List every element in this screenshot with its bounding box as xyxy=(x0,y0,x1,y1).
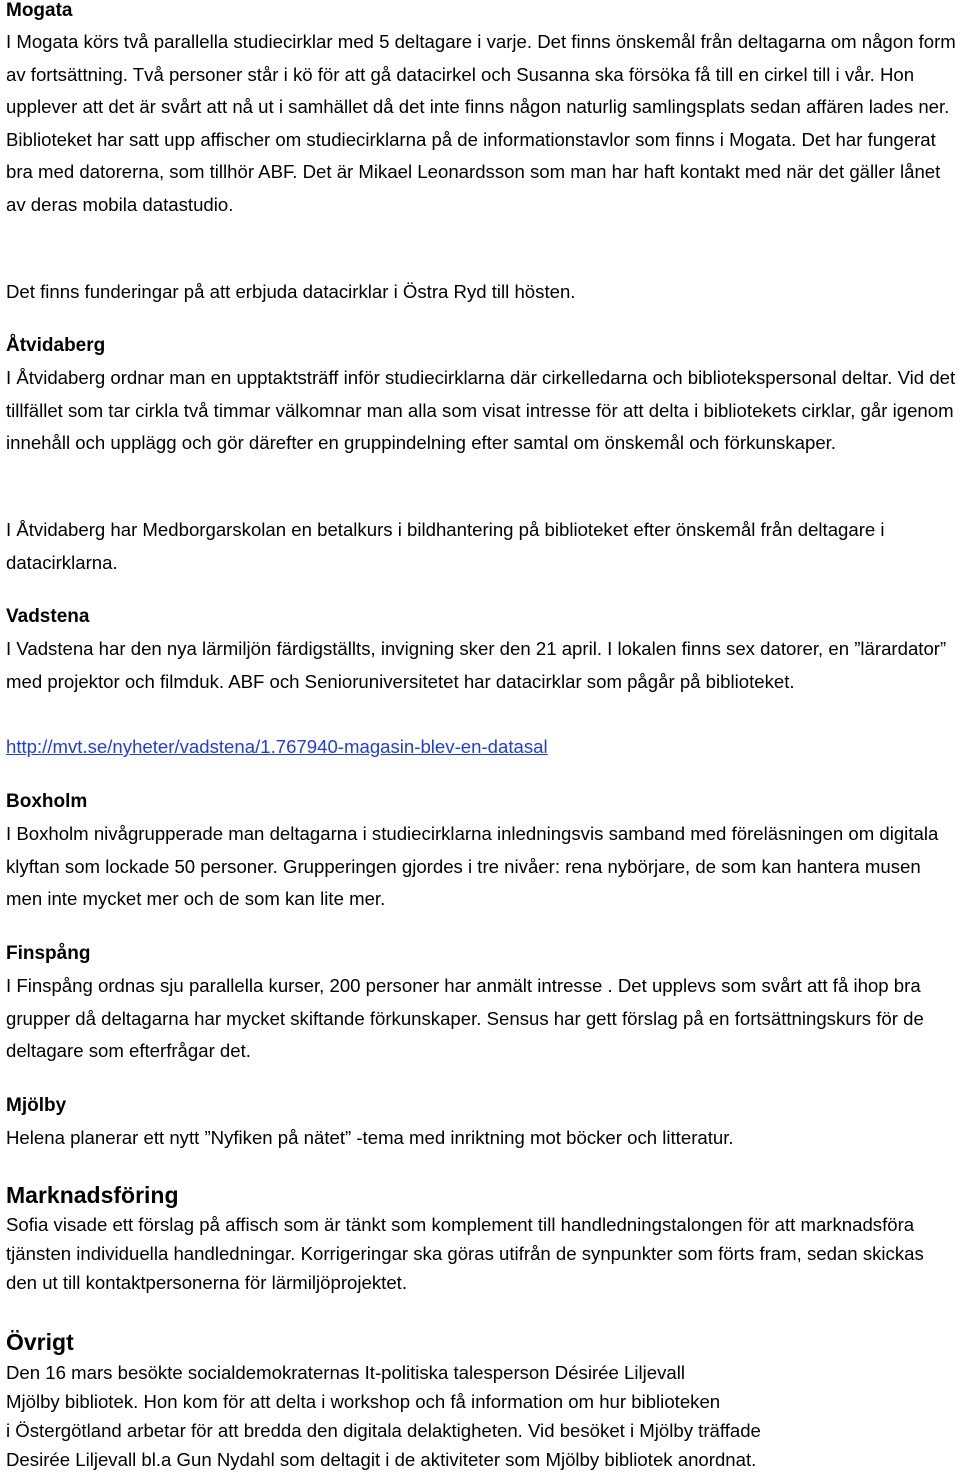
section-atvidaberg xyxy=(6,335,956,357)
paragraph-boxholm-1 xyxy=(6,818,956,916)
section-heading-boxholm: Boxholm xyxy=(6,791,88,812)
section-finspang xyxy=(6,943,956,965)
paragraph-marknadsforing-1 xyxy=(6,1210,956,1297)
paragraph-line: Mjölby bibliotek. Hon kom för att delta i workshop och få information om hur biblioteken xyxy=(6,1391,721,1412)
section-boxholm xyxy=(6,791,956,813)
paragraph-text: I Åtvidaberg ordnar man en upptaktsträff inför studiecirklarna där cirkelledarna och bibliotekspersonal deltar. Vid det tillfället som tar cirkla två timmar välkomnar man alla som visat intresse för att delta i bibliotekets cirklar, går igenom innehåll och upplägg och gör därefter en gruppindelning efter samtal om önskemål och förkunskaper. xyxy=(6,367,956,454)
section-heading-ovrigt: Övrigt xyxy=(6,1329,74,1355)
paragraph-line: Den 16 mars besökte socialdemokraternas It-politiska talesperson Désirée Liljevall xyxy=(6,1362,685,1383)
paragraph-text: Det finns funderingar på att erbjuda datacirklar i Östra Ryd till hösten. xyxy=(6,281,576,302)
section-heading-atvidaberg: Åtvidaberg xyxy=(6,335,106,356)
paragraph-text: Helena planerar ett nytt ”Nyfiken på nätet” -tema med inriktning mot böcker och litteratur. xyxy=(6,1127,734,1148)
paragraph-line: i Östergötland arbetar för att bredda den digitala delaktigheten. Vid besöket i Mjölby träffade xyxy=(6,1420,761,1441)
paragraph-text: I Boxholm nivågrupperade man deltagarna i studiecirklarna inledningsvis samband med föreläsningen om digitala klyftan som lockade 50 personer. Grupperingen gjordes i tre nivåer: rena nybörjare, de som kan hantera musen men inte mycket mer och de som kan lite mer. xyxy=(6,823,939,910)
paragraph-text: I Mogata körs två parallella studiecirklar med 5 deltagare i varje. Det finns önskemål från deltagarna om någon form av fortsättning. Två personer står i kö för att gå datacirkel och Susanna ska försöka få till en cirkel till i vår. Hon upplever att det är svårt att nå ut i samhället då det inte finns någon naturlig samlingsplats sedan affären lades ner. Biblioteket har satt upp affischer om studiecirklarna på de informationstavlor som finns i Mogata. Det har fungerat bra med datorerna, som tillhör ABF. Det är Mikael Leonardsson som man har haft kontakt med när det gäller lånet av deras mobila datastudio. xyxy=(6,31,956,215)
article-link[interactable]: http://mvt.se/nyheter/vadstena/1.767940-magasin-blev-en-datasal xyxy=(6,736,548,757)
section-marknadsforing xyxy=(6,1182,956,1208)
paragraph-ovrigt-1 xyxy=(6,1358,956,1474)
paragraph-text: I Finspång ordnas sju parallella kurser, 200 personer har anmält intresse . Det upplevs som svårt att få ihop bra grupper då deltagarna har mycket skiftande förkunskaper. Sensus har gett förslag på en fortsättningskurs för de deltagare som efterfrågar det. xyxy=(6,975,924,1062)
paragraph-mjolby-1 xyxy=(6,1122,956,1155)
section-heading-marknadsforing: Marknadsföring xyxy=(6,1182,179,1208)
paragraph-finspang-1 xyxy=(6,970,956,1068)
paragraph-atvidaberg-1 xyxy=(6,362,956,460)
paragraph-mogata-1 xyxy=(6,26,956,222)
paragraph-vadstena-1 xyxy=(6,633,956,698)
section-mogata xyxy=(6,0,956,22)
section-heading-mjolby: Mjölby xyxy=(6,1095,67,1116)
paragraph-mogata-2 xyxy=(6,276,956,309)
link-vadstena xyxy=(6,731,956,764)
section-heading-mogata: Mogata xyxy=(6,0,73,21)
paragraph-atvidaberg-2 xyxy=(6,514,956,579)
section-ovrigt xyxy=(6,1329,956,1355)
section-heading-finspang: Finspång xyxy=(6,943,91,964)
paragraph-text: I Åtvidaberg har Medborgarskolan en betalkurs i bildhantering på biblioteket efter önskemål från deltagare i datacirklarna. xyxy=(6,519,885,573)
section-mjolby xyxy=(6,1095,956,1117)
paragraph-line: Desirée Liljevall bl.a Gun Nydahl som deltagit i de aktiviteter som Mjölby bibliotek anordnat. xyxy=(6,1449,757,1470)
section-heading-vadstena: Vadstena xyxy=(6,606,90,627)
paragraph-text: Sofia visade ett förslag på affisch som är tänkt som komplement till handledningstalongen för att marknadsföra tjänsten individuella handledningar. Korrigeringar ska göras utifrån de synpunkter som förts fram, sedan skickas den ut till kontaktpersonerna för lärmiljöprojektet. xyxy=(6,1214,924,1293)
paragraph-text: I Vadstena har den nya lärmiljön färdigställts, invigning sker den 21 april. I lokalen finns sex datorer, en ”lärardator” med projektor och filmduk. ABF och Senioruniversitetet har datacirklar som pågår på biblioteket. xyxy=(6,638,947,692)
section-vadstena xyxy=(6,606,956,628)
